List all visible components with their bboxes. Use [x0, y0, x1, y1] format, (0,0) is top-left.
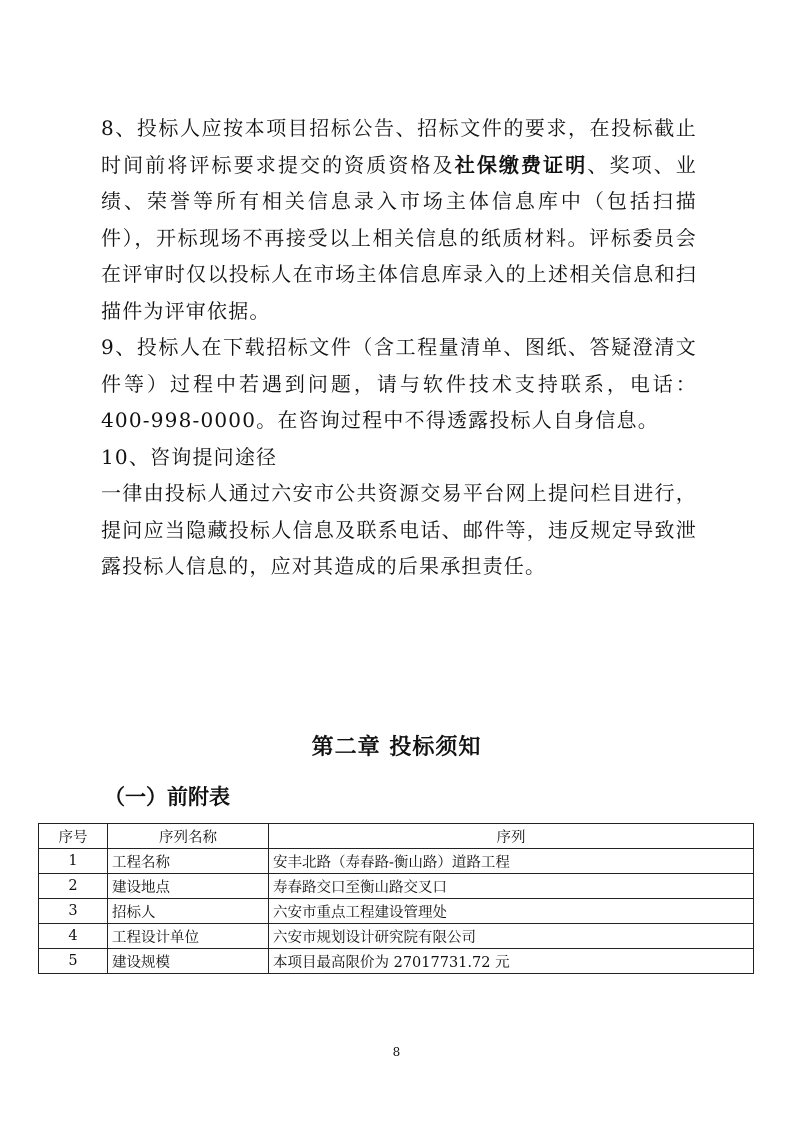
- header-item-name: 序列名称: [108, 824, 269, 849]
- front-attachment-table: [38, 823, 754, 974]
- table-row: [39, 924, 754, 949]
- paragraph-9: 9、投标人在下载招标文件（含工程量清单、图纸、答疑澄清文件等）过程中若遇到问题，请与软件技术支持联系，电话：400-998-0000。在咨询过程中不得透露投标人自身信息。: [101, 335, 697, 432]
- row-name: 工程名称: [108, 849, 269, 874]
- row-value: 安丰北路（寿春路-衡山路）道路工程: [269, 849, 754, 874]
- body-text: [101, 110, 697, 585]
- row-value: 六安市重点工程建设管理处: [269, 899, 754, 924]
- row-name: 建设地点: [108, 874, 269, 899]
- paragraph-8-text-a: 8、投标人应按本项目招标公告、招标文件的要求，在投标截止时间前将评标要求提交的资质资格及: [101, 116, 697, 177]
- row-index: 2: [39, 874, 108, 899]
- table-row: [39, 849, 754, 874]
- paragraph-8-text-b: 、奖项、业绩、荣誉等所有相关信息录入市场主体信息库中（包括扫描件），开标现场不再接受以上相关信息的纸质材料。评标委员会在评审时仅以投标人在市场主体信息库录入的上述相关信息和扫描件为评审依据。: [101, 152, 698, 323]
- paragraph-10-title: 10、咨询提问途径: [101, 444, 278, 469]
- row-index: 4: [39, 924, 108, 949]
- chapter-title: 第二章 投标须知: [311, 735, 482, 760]
- table-header-row: [39, 824, 754, 849]
- table-row: [39, 949, 754, 974]
- row-name: 招标人: [108, 899, 269, 924]
- paragraph-10-body: 一律由投标人通过六安市公共资源交易平台网上提问栏目进行，提问应当隐藏投标人信息及联系电话、邮件等，违反规定导致泄露投标人信息的，应对其造成的后果承担责任。: [101, 481, 697, 578]
- row-name: 建设规模: [108, 949, 269, 974]
- row-index: 5: [39, 949, 108, 974]
- header-item-value: 序列: [269, 824, 754, 849]
- row-value: 寿春路交口至衡山路交叉口: [269, 874, 754, 899]
- row-value: 本项目最高限价为 27017731.72 元: [269, 949, 754, 974]
- row-index: 1: [39, 849, 108, 874]
- page-number: 8: [392, 1045, 401, 1059]
- table-row: [39, 874, 754, 899]
- row-index: 3: [39, 899, 108, 924]
- table-row: [39, 899, 754, 924]
- section-title: （一）前附表: [104, 785, 230, 809]
- row-name: 工程设计单位: [108, 924, 269, 949]
- header-index: 序号: [39, 824, 108, 849]
- paragraph-8: [101, 110, 697, 329]
- row-value: 六安市规划设计研究院有限公司: [269, 924, 754, 949]
- paragraph-8-bold-text: 社保缴费证明: [454, 152, 588, 177]
